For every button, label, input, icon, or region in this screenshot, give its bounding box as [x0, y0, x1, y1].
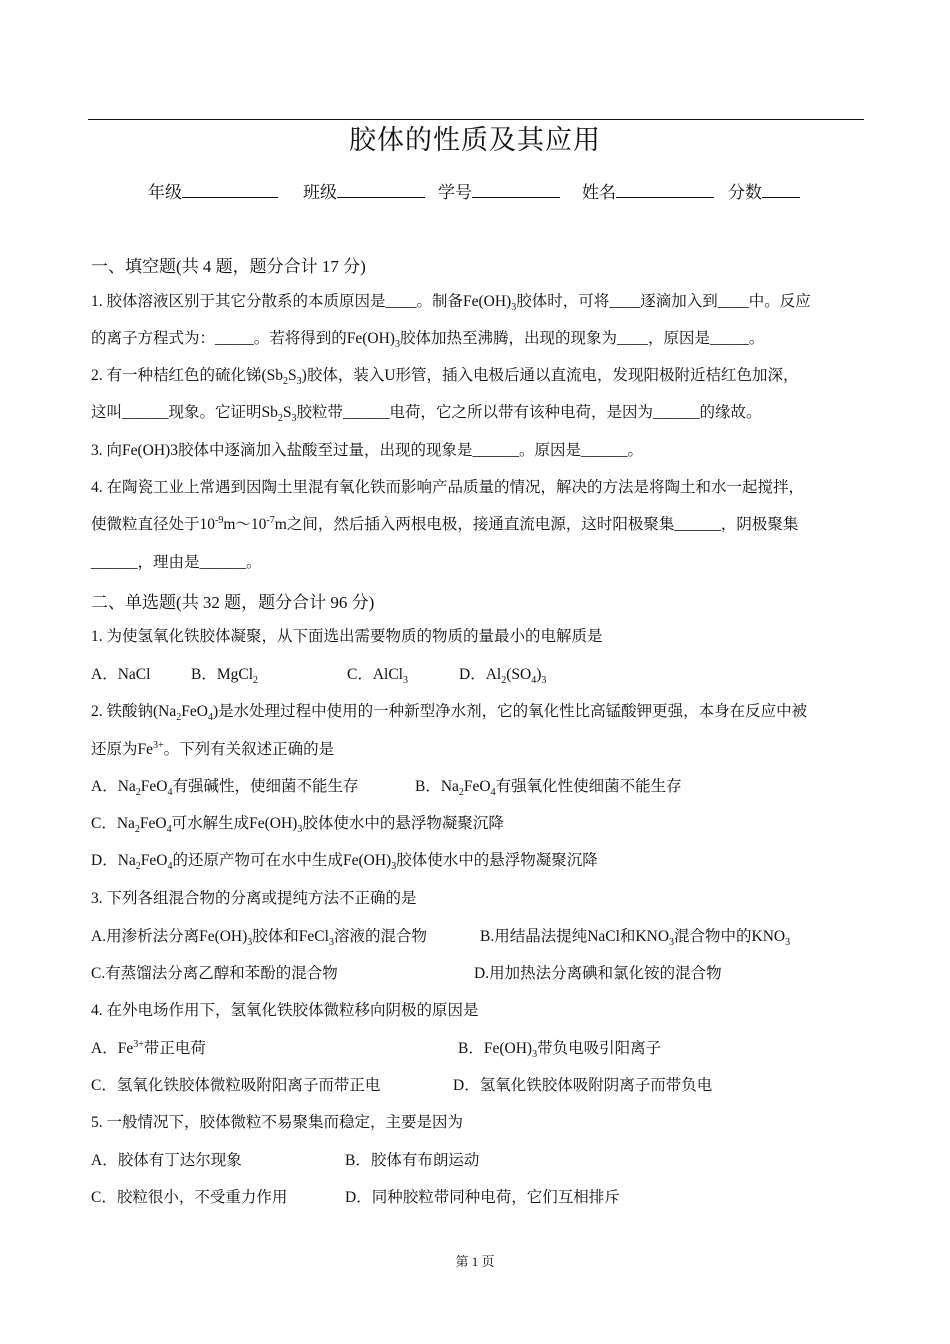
text-run: 2. 铁酸钠(Na	[91, 703, 177, 720]
text-run: 这叫______现象。它证明Sb	[91, 404, 278, 421]
question-line: 1. 为使氢氧化铁胶体凝聚，从下面选出需要物质的物质的量最小的电解质是	[91, 628, 603, 645]
text-run: 2. 有一种桔红色的硫化锑(Sb	[91, 367, 284, 384]
option-d: D．氢氧化铁胶体吸附阴离子而带负电	[453, 1077, 713, 1094]
superscript: 3+	[133, 1039, 144, 1050]
text-run: )胶体，装入U形管，插入电极后通以直流电，发现阳极附近桔红色加深，	[301, 367, 799, 384]
question-line	[91, 515, 798, 535]
question-line: 5. 一般情况下，胶体微粒不易聚集而稳定，主要是因为	[91, 1114, 464, 1131]
question-line	[91, 329, 764, 349]
text-run: 的离子方程式为：_____。若将得到的Fe(OH)	[91, 330, 395, 347]
text-run: B.用结晶法提纯NaCl和KNO	[480, 928, 670, 945]
name-field	[582, 178, 714, 203]
text-run: D．Na	[91, 852, 136, 869]
question-line: 3. 向Fe(OH)3胶体中逐滴加入盐酸至过量，出现的现象是______。原因是______。	[91, 442, 643, 459]
subscript: 3	[511, 302, 517, 313]
option-a	[91, 1039, 206, 1059]
subscript: 2	[458, 787, 464, 798]
text-run: 胶体时，可将____逐滴加入到____中。反应	[516, 293, 811, 310]
name-label: 姓名	[582, 183, 616, 202]
subscript: 3	[402, 675, 408, 686]
text-run: FeO	[181, 703, 208, 720]
page-number: 第 1 页	[455, 1254, 495, 1269]
student-id-field	[438, 178, 560, 203]
text-run: A．Fe	[91, 1040, 134, 1057]
text-run: 胶粒带______电荷，它之所以带有该种电荷，是因为______的缘故。	[296, 404, 762, 421]
subscript: 3	[296, 376, 302, 387]
option-d	[459, 665, 546, 685]
text-run: S	[282, 404, 292, 421]
subscript: 4	[167, 787, 173, 798]
text-run: 胶体加热至沸腾，出现的现象为____，原因是_____。	[399, 330, 765, 347]
text-run: C．AlCl	[347, 666, 403, 683]
grade-field	[148, 178, 278, 203]
subscript: 4	[167, 861, 173, 872]
option-b	[458, 1039, 661, 1059]
subscript: 3	[785, 937, 791, 948]
grade-label: 年级	[148, 183, 182, 202]
grade-blank	[182, 181, 278, 198]
option-d	[91, 851, 598, 871]
text-run: FeO	[140, 852, 168, 869]
subscript: 3	[391, 861, 397, 872]
score-label: 分数	[728, 183, 762, 202]
subscript: 2	[277, 413, 283, 424]
subscript: 3	[247, 937, 253, 948]
option-b	[191, 665, 258, 685]
text-run: A.用渗析法分离Fe(OH)	[91, 928, 248, 945]
option-d: D.用加热法分离碘和氯化铵的混合物	[474, 965, 722, 982]
text-run: 可水解生成Fe(OH)	[171, 815, 298, 832]
section-heading-single-choice: 二、单选题(共 32 题，题分合计 96 分)	[91, 593, 375, 612]
subscript: 2	[501, 675, 507, 686]
text-run: FeO	[463, 778, 491, 795]
subscript: 4	[166, 824, 172, 835]
text-run: m～10	[223, 516, 267, 533]
subscript: 4	[490, 787, 496, 798]
name-blank	[616, 181, 714, 198]
class-label: 班级	[303, 183, 337, 202]
text-run: D．Al	[459, 666, 502, 683]
option-b	[415, 777, 682, 797]
option-b: B．胶体有布朗运动	[345, 1152, 480, 1169]
subscript: 3	[532, 1049, 538, 1060]
page-title: 胶体的性质及其应用	[349, 125, 601, 155]
text-run: 有强碱性，使细菌不能生存	[172, 778, 359, 795]
superscript: -9	[215, 515, 224, 526]
question-line: 3. 下列各组混合物的分离或提纯方法不正确的是	[91, 890, 417, 907]
option-b	[480, 927, 790, 947]
text-run: 带负电吸引阳离子	[537, 1040, 662, 1057]
text-run: FeO	[139, 815, 167, 832]
option-a	[91, 777, 359, 797]
text-run: 胶体使水中的悬浮物凝聚沉降	[396, 852, 598, 869]
text-run: 。下列有关叙述正确的是	[163, 741, 335, 758]
superscript: -7	[266, 515, 275, 526]
option-c	[91, 814, 504, 834]
question-line: 4. 在陶瓷工业上常遇到因陶土里混有氧化铁而影响产品质量的情况，解决的方法是将陶土和水一起搅拌，	[91, 479, 805, 496]
subscript: 3	[541, 675, 547, 686]
subscript: 3	[394, 339, 400, 350]
text-run: 1. 胶体溶液区别于其它分散系的本质原因是____。制备Fe(OH)	[91, 293, 512, 310]
text-run: A．Na	[91, 778, 136, 795]
option-c	[347, 665, 408, 685]
question-line	[91, 740, 334, 760]
score-field	[728, 178, 800, 203]
subscript: 2	[135, 861, 141, 872]
superscript: 3+	[153, 740, 164, 751]
text-run: 使微粒直径处于10	[91, 516, 216, 533]
student-id-blank	[472, 181, 560, 198]
text-run: FeO	[140, 778, 168, 795]
text-run: (SO	[506, 666, 532, 683]
subscript: 3	[291, 413, 297, 424]
subscript: 3	[669, 937, 675, 948]
option-a: A．胶体有丁达尔现象	[91, 1152, 242, 1169]
text-run: 还原为Fe	[91, 741, 154, 758]
option-a: A．NaCl	[91, 666, 151, 683]
text-run: C．Na	[91, 815, 135, 832]
text-run: 的还原产物可在水中生成Fe(OH)	[172, 852, 392, 869]
option-d: D．同种胶粒带同种电荷，它们互相排斥	[345, 1189, 620, 1206]
question-line	[91, 366, 799, 386]
question-line	[91, 403, 762, 423]
subscript: 2	[283, 376, 289, 387]
class-blank	[337, 181, 425, 198]
subscript: 2	[134, 824, 140, 835]
question-line: ______，理由是______。	[91, 554, 262, 571]
option-c: C．氢氧化铁胶体微粒吸附阳离子而带正电	[91, 1077, 381, 1094]
text-run: B．Fe(OH)	[458, 1040, 533, 1057]
text-run: B．MgCl	[191, 666, 254, 683]
question-line: 4. 在外电场作用下，氢氧化铁胶体微粒移向阴极的原因是	[91, 1002, 479, 1019]
subscript: 2	[176, 712, 182, 723]
text-run: 胶体和FeCl	[252, 928, 329, 945]
student-id-label: 学号	[438, 183, 472, 202]
score-blank	[762, 181, 800, 198]
text-run: 溶液的混合物	[333, 928, 427, 945]
text-run: B．Na	[415, 778, 459, 795]
subscript: 3	[297, 824, 303, 835]
subscript: 2	[135, 787, 141, 798]
option-c: C．胶粒很小，不受重力作用	[91, 1189, 288, 1206]
text-run: 有强氧化性使细菌不能生存	[495, 778, 682, 795]
text-run: 混合物中的KNO	[674, 928, 786, 945]
text-run: 带正电荷	[143, 1040, 206, 1057]
option-c: C.有蒸馏法分离乙醇和苯酚的混合物	[91, 965, 338, 982]
text-run: )是水处理过程中使用的一种新型净水剂，它的氧化性比高锰酸钾更强，本身在反应中被	[212, 703, 808, 720]
subscript: 4	[207, 712, 213, 723]
question-line	[91, 702, 807, 722]
text-run: 胶体使水中的悬浮物凝聚沉降	[302, 815, 504, 832]
text-run: m之间，然后插入两根电极，接通直流电源，这时阳极聚集______，阴极聚集	[274, 516, 799, 533]
section-heading-fill-in: 一、填空题(共 4 题，题分合计 17 分)	[91, 257, 366, 276]
subscript: 4	[531, 675, 537, 686]
subscript: 2	[253, 675, 259, 686]
option-a	[91, 927, 427, 947]
question-line	[91, 292, 811, 312]
subscript: 3	[328, 937, 334, 948]
text-run: S	[288, 367, 297, 384]
text-run: )	[536, 666, 542, 683]
class-field	[303, 178, 425, 203]
